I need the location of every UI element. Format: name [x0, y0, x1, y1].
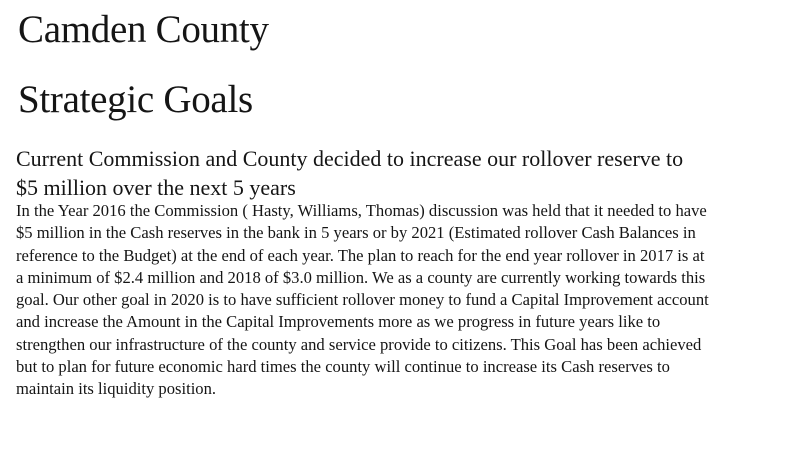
goal-description	[16, 200, 709, 401]
document-title: Camden County	[18, 8, 269, 51]
paragraph-line: reference to the Budget) at the end of each year. The plan to reach for the end year rollover in 2017 is at	[16, 245, 705, 265]
document-subtitle: Strategic Goals	[18, 78, 253, 121]
paragraph-line: but to plan for future economic hard times the county will continue to increase its Cash reserves to	[16, 357, 670, 377]
paragraph-line: maintain its liquidity position.	[16, 379, 217, 399]
paragraph-line: $5 million in the Cash reserves in the bank in 5 years or by 2021 (Estimated rollover Cash Balances in	[16, 223, 696, 243]
paragraph-line: and increase the Amount in the Capital Improvements more as we progress in future years like to	[16, 312, 661, 332]
paragraph-line: goal. Our other goal in 2020 is to have sufficient rollover money to fund a Capital Improvement account	[16, 290, 709, 310]
paragraph-line: a minimum of $2.4 million and 2018 of $3.0 million. We as a county are currently working towards this	[16, 267, 706, 287]
goal-heading-line-1: Current Commission and County decided to increase our rollover reserve to	[16, 146, 684, 171]
paragraph-line: In the Year 2016 the Commission ( Hasty, Williams, Thomas) discussion was held that it needed to have	[16, 201, 707, 220]
paragraph-line: strengthen our infrastructure of the county and service provide to citizens. This Goal has been achieved	[16, 334, 702, 354]
goal-heading-line-2: $5 million over the next 5 years	[16, 175, 296, 200]
